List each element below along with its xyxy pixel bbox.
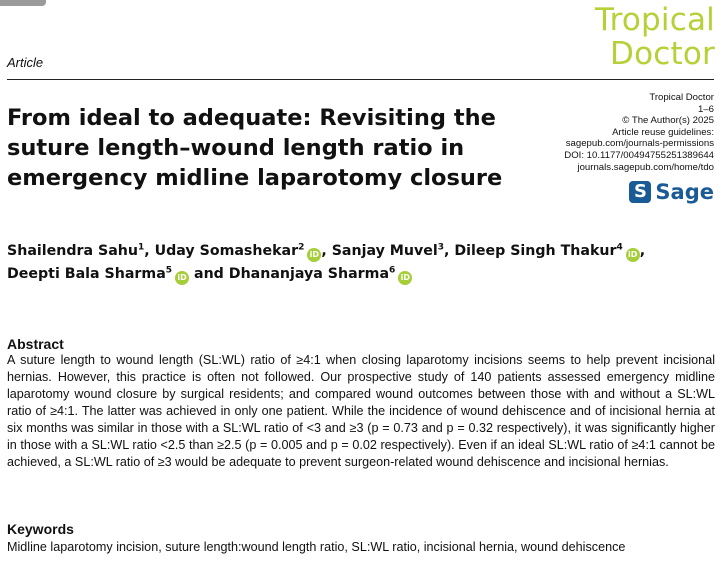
orcid-icon[interactable]: iD bbox=[307, 248, 321, 262]
meta-permissions-link[interactable]: sagepub.com/journals-permissions bbox=[565, 138, 714, 150]
abstract-heading: Abstract bbox=[7, 336, 64, 352]
keywords-body: Midline laparotomy incision, suture length:wound length ratio, SL:WL ratio, incisional hernia, wound dehiscence bbox=[7, 540, 626, 554]
orcid-icon[interactable]: iD bbox=[175, 271, 189, 285]
meta-homepage-link[interactable]: journals.sagepub.com/home/tdo bbox=[577, 161, 714, 173]
author-name[interactable]: Uday Somashekar bbox=[154, 243, 299, 259]
corner-tab bbox=[0, 0, 46, 6]
author-affiliation-number: 2 bbox=[298, 242, 305, 253]
author-entry bbox=[332, 243, 444, 259]
meta-doi[interactable]: DOI: 10.1177/00494755251389644 bbox=[564, 149, 714, 161]
abstract-body bbox=[7, 352, 715, 471]
author-name[interactable]: Shailendra Sahu bbox=[7, 243, 138, 259]
author-entry bbox=[7, 266, 189, 282]
publisher-name: Sage bbox=[655, 180, 714, 204]
author-name[interactable]: Dhananjaya Sharma bbox=[228, 266, 390, 282]
author-entry bbox=[7, 243, 144, 259]
meta-copyright: © The Author(s) 2025 bbox=[622, 115, 714, 127]
author-entry bbox=[454, 243, 639, 259]
author-affiliation-number: 1 bbox=[138, 242, 145, 253]
journal-logo-line2: Doctor bbox=[610, 36, 715, 72]
article-metadata bbox=[564, 92, 714, 173]
author-name[interactable]: Deepti Bala Sharma bbox=[7, 266, 166, 282]
article-title: From ideal to adequate: Revisiting the suture length–wound length ratio in emergency midline laparotomy closure bbox=[7, 105, 503, 191]
orcid-icon[interactable]: iD bbox=[398, 271, 412, 285]
orcid-icon[interactable]: iD bbox=[626, 248, 640, 262]
author-affiliation-number: 3 bbox=[437, 242, 445, 253]
header-divider bbox=[7, 79, 714, 80]
author-affiliation-number: 4 bbox=[616, 242, 623, 253]
author-name[interactable]: Dileep Singh Thakur bbox=[454, 243, 617, 259]
author-affiliation-number: 5 bbox=[165, 265, 173, 276]
sage-logo-icon: S bbox=[629, 181, 651, 203]
author-entry bbox=[155, 243, 322, 259]
meta-pages: 1–6 bbox=[697, 103, 714, 115]
abstract-text: A suture length to wound length (SL:WL) ratio of ≥4:1 when closing laparotomy incisions seems to help prevent incisional hernias. However, this practice is often not followed. Our prospective study of 140 patients assessed emergency midline laparotomy wound closure by surgical residents; and compared wound outcomes between those with and without a SL:WL ratio of ≥4:1. The latter was achieved in only one patient. While the incidence of wound dehiscence and of incisional hernia at six months was similar in those with a SL:WL ratio of <3 and ≥3 (p = 0.73 and p = 0.32 respectively), it was significantly higher in those with a SL:WL ratio <2.5 than ≥2.5 (p = 0.005 and p = 0.02 respectively). Even if an ideal SL:WL ratio of ≥4:1 cannot be achieved, a SL:WL ratio of ≥3 would be adequate to prevent surgeon-related wound dehiscence and incisional hernias. bbox=[7, 353, 715, 469]
meta-reuse: Article reuse guidelines: bbox=[612, 126, 714, 138]
author-entry bbox=[229, 266, 413, 282]
publisher-logo bbox=[629, 181, 714, 203]
journal-logo bbox=[595, 3, 715, 71]
author-affiliation-number: 6 bbox=[389, 265, 396, 276]
meta-journal-name: Tropical Doctor bbox=[649, 92, 714, 103]
author-name[interactable]: Sanjay Muvel bbox=[331, 243, 438, 259]
author-list: Shailendra Sahu$^1$, Uday Somashekar$^2$iD , Sanjay Muvel$^3$, Dileep Singh Thakur$^4$iD , Deepti Bala Sharma$^5$iD and Dhananjaya Sharma$^6$iD bbox=[7, 240, 713, 286]
article-type: Article bbox=[7, 55, 44, 70]
authors-conjunction: and bbox=[194, 266, 224, 282]
keywords-heading: Keywords bbox=[7, 521, 74, 537]
journal-logo-line1: Tropical bbox=[595, 2, 715, 38]
